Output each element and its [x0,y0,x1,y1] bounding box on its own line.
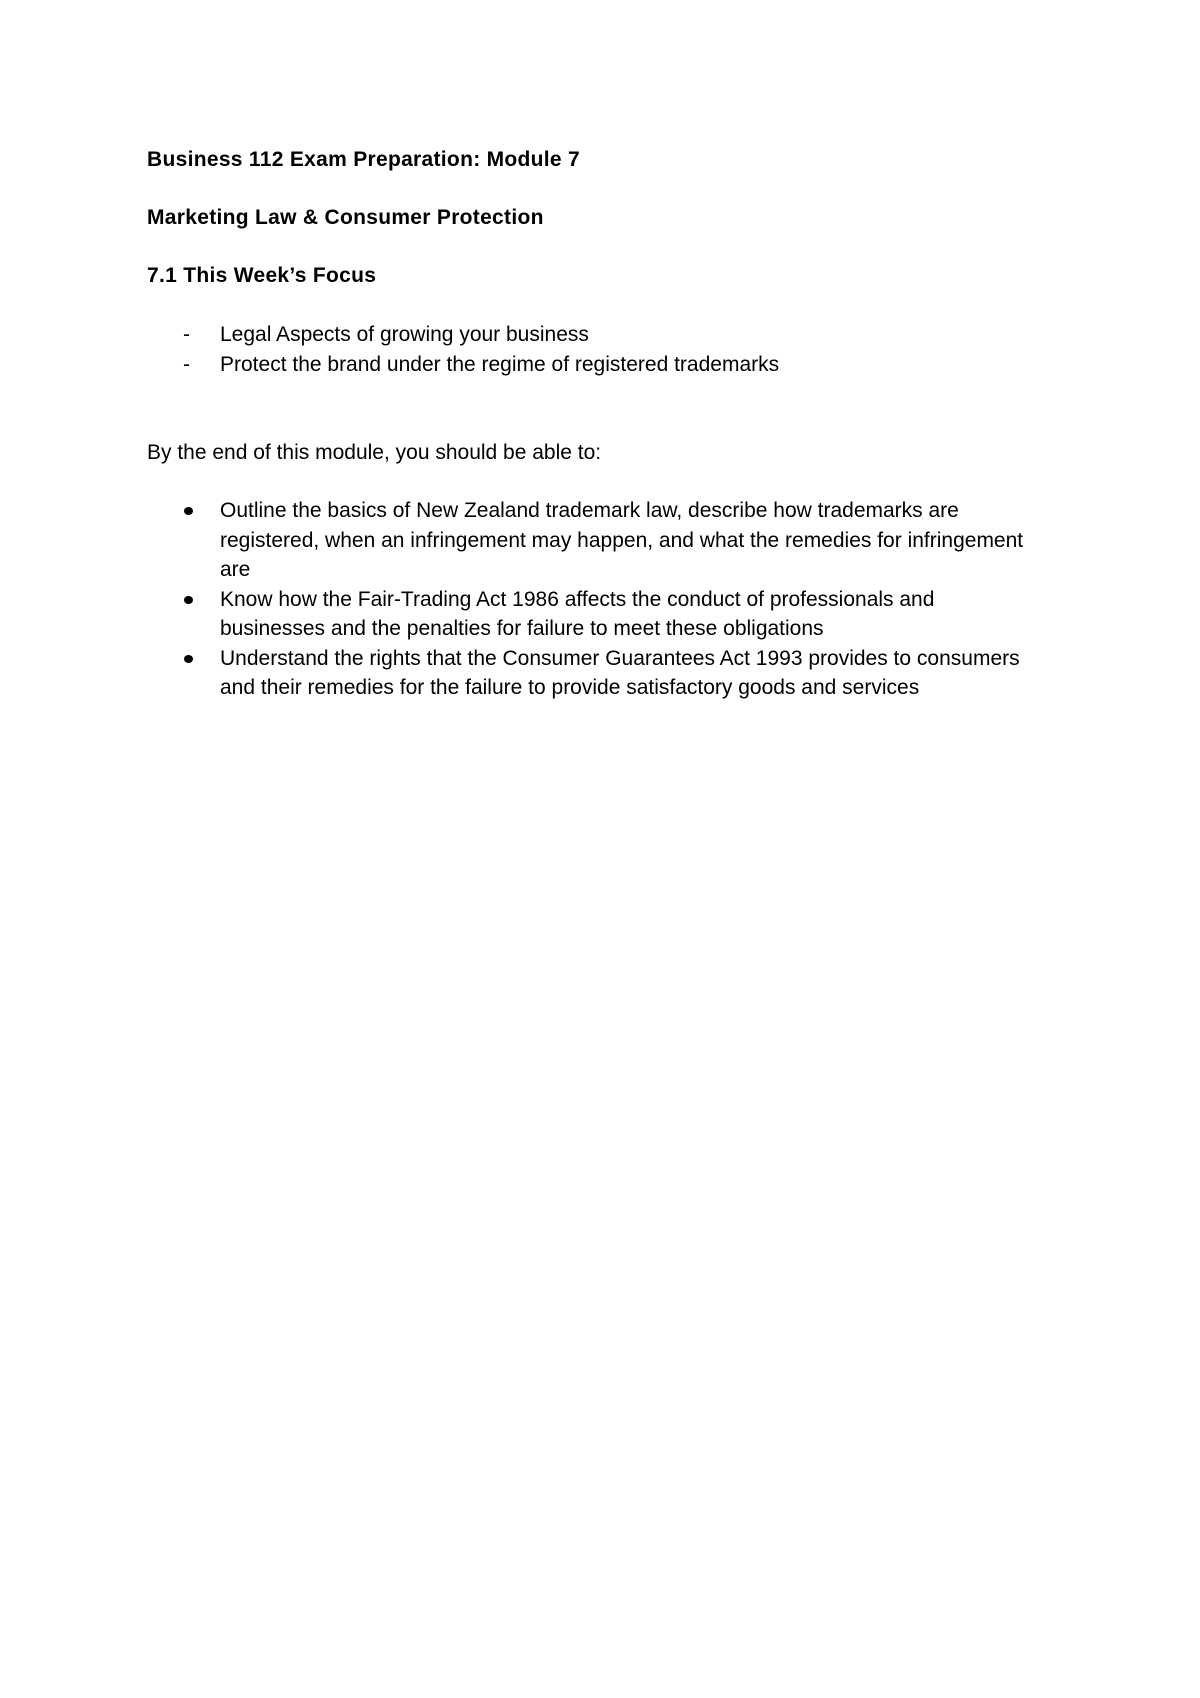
section-heading: 7.1 This Week’s Focus [147,264,377,287]
document-content [147,146,1027,703]
bullet-icon [184,507,193,515]
focus-item [147,320,1027,350]
objectives-list [147,496,1027,703]
objective-text: Understand the rights that the Consumer Guarantees Act 1993 provides to consumers and their remedies for the failure to provide satisfactory goods and services [220,646,1020,699]
intro-text: By the end of this module, you should be able to: [147,441,602,464]
focus-item [147,350,1027,380]
dash-marker: - [183,353,190,376]
focus-item-text: Protect the brand under the regime of registered trademarks [220,353,780,376]
objective-text: Outline the basics of New Zealand trademark law, describe how trademarks are registered, when an infringement may happen, and what the remedies for infringement are [220,499,1024,581]
document-title: Business 112 Exam Preparation: Module 7 [147,148,581,171]
bullet-icon [184,596,193,604]
focus-item-text: Legal Aspects of growing your business [220,323,589,346]
focus-list [147,320,1027,380]
objective-item [147,644,1027,703]
document-subtitle: Marketing Law & Consumer Protection [147,206,544,229]
bullet-icon [184,655,193,663]
objective-text: Know how the Fair-Trading Act 1986 affects the conduct of professionals and businesses and the penalties for failure to meet these obligations [220,587,935,640]
objective-item [147,585,1027,644]
dash-marker: - [183,323,190,346]
objective-item [147,496,1027,585]
